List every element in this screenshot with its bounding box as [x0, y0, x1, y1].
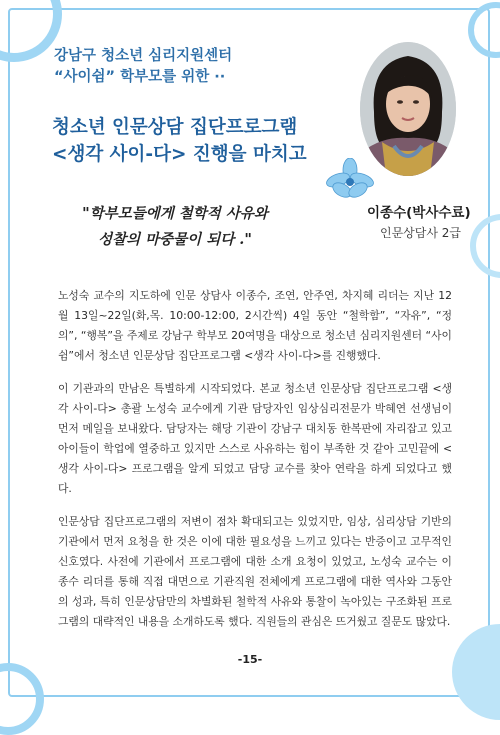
author-role: 인문상담사 2급	[380, 226, 462, 240]
pull-quote	[60, 201, 290, 253]
paragraph-2: 이 기관과의 만남은 특별하게 시작되었다. 본교 청소년 인문상담 집단프로그램 <생각 사이-다> 총괄 노성숙 교수에게 기관 담당자인 임상심리전문가 박혜연 선생님이 먼저 메일을 보내왔다. 담당자는 해당 기관이 강남구 대치동 한복판에 자리잡고 있고 아이들이 학업에 열중하고 있지만 스스로 사유하는 힘이 부족한 것 같아 고민끝에 <생각 사이-다> 프로그램을 알게 되었고 담당 교수를 찾아 연락을 하게 되었다고 했다.	[58, 382, 452, 495]
header-line-2: “사이쉼” 학부모를 위한 ··	[54, 69, 226, 85]
page-number: -15-	[237, 653, 263, 666]
quote-line-2: 성찰의 마중물이 되다 ."	[98, 231, 252, 248]
page-title	[52, 114, 307, 168]
portrait-image	[360, 42, 456, 176]
author-photo	[360, 42, 456, 176]
title-line-2: <생각 사이-다> 진행을 마치고	[52, 144, 307, 165]
paragraph-1: 노성숙 교수의 지도하에 인문 상담사 이종수, 조연, 안주연, 차지혜 리더는 지난 12월 13일~22일(화,목. 10:00-12:00, 2시간씩) 4일 동안 “철학함”, “자유”, “정의”, “행복”을 주제로 강남구 학부모 20여명을 대상으로 청소년 심리지원센터 “사이쉼”에서 청소년 인문상담 집단프로그램 <생각 사이-다>를 진행했다.	[58, 289, 452, 362]
quote-line-1: "학부모들에게 철학적 사유와	[82, 205, 268, 222]
author-name: 이종수(박사수료)	[367, 205, 471, 221]
flower-icon	[318, 158, 382, 202]
header-subtitle	[54, 46, 232, 88]
paragraph-3: 인문상담 집단프로그램의 저변이 점차 확대되고는 있었지만, 임상, 심리상담 기반의 기관에서 먼저 요청을 한 것은 이에 대한 필요성을 느끼고 있다는 반증이고 고무적인 신호였다. 사전에 기관에서 프로그램에 대한 소개 요청이 있었고, 노성숙 교수는 이종수 리더를 통해 직접 대면으로 기관직원 전체에게 프로그램에 대한 역사와 그동안의 성과, 특히 인문상담만의 차별화된 철학적 사유와 통찰이 녹아있는 구조화된 프로그램의 대략적인 내용을 소개하도록 했다. 직원들의 관심은 뜨거웠고 질문도 많았다.	[58, 515, 452, 628]
title-line-1: 청소년 인문상담 집단프로그램	[52, 117, 298, 138]
header-line-1: 강남구 청소년 심리지원센터	[54, 48, 233, 64]
article-body	[58, 286, 452, 645]
